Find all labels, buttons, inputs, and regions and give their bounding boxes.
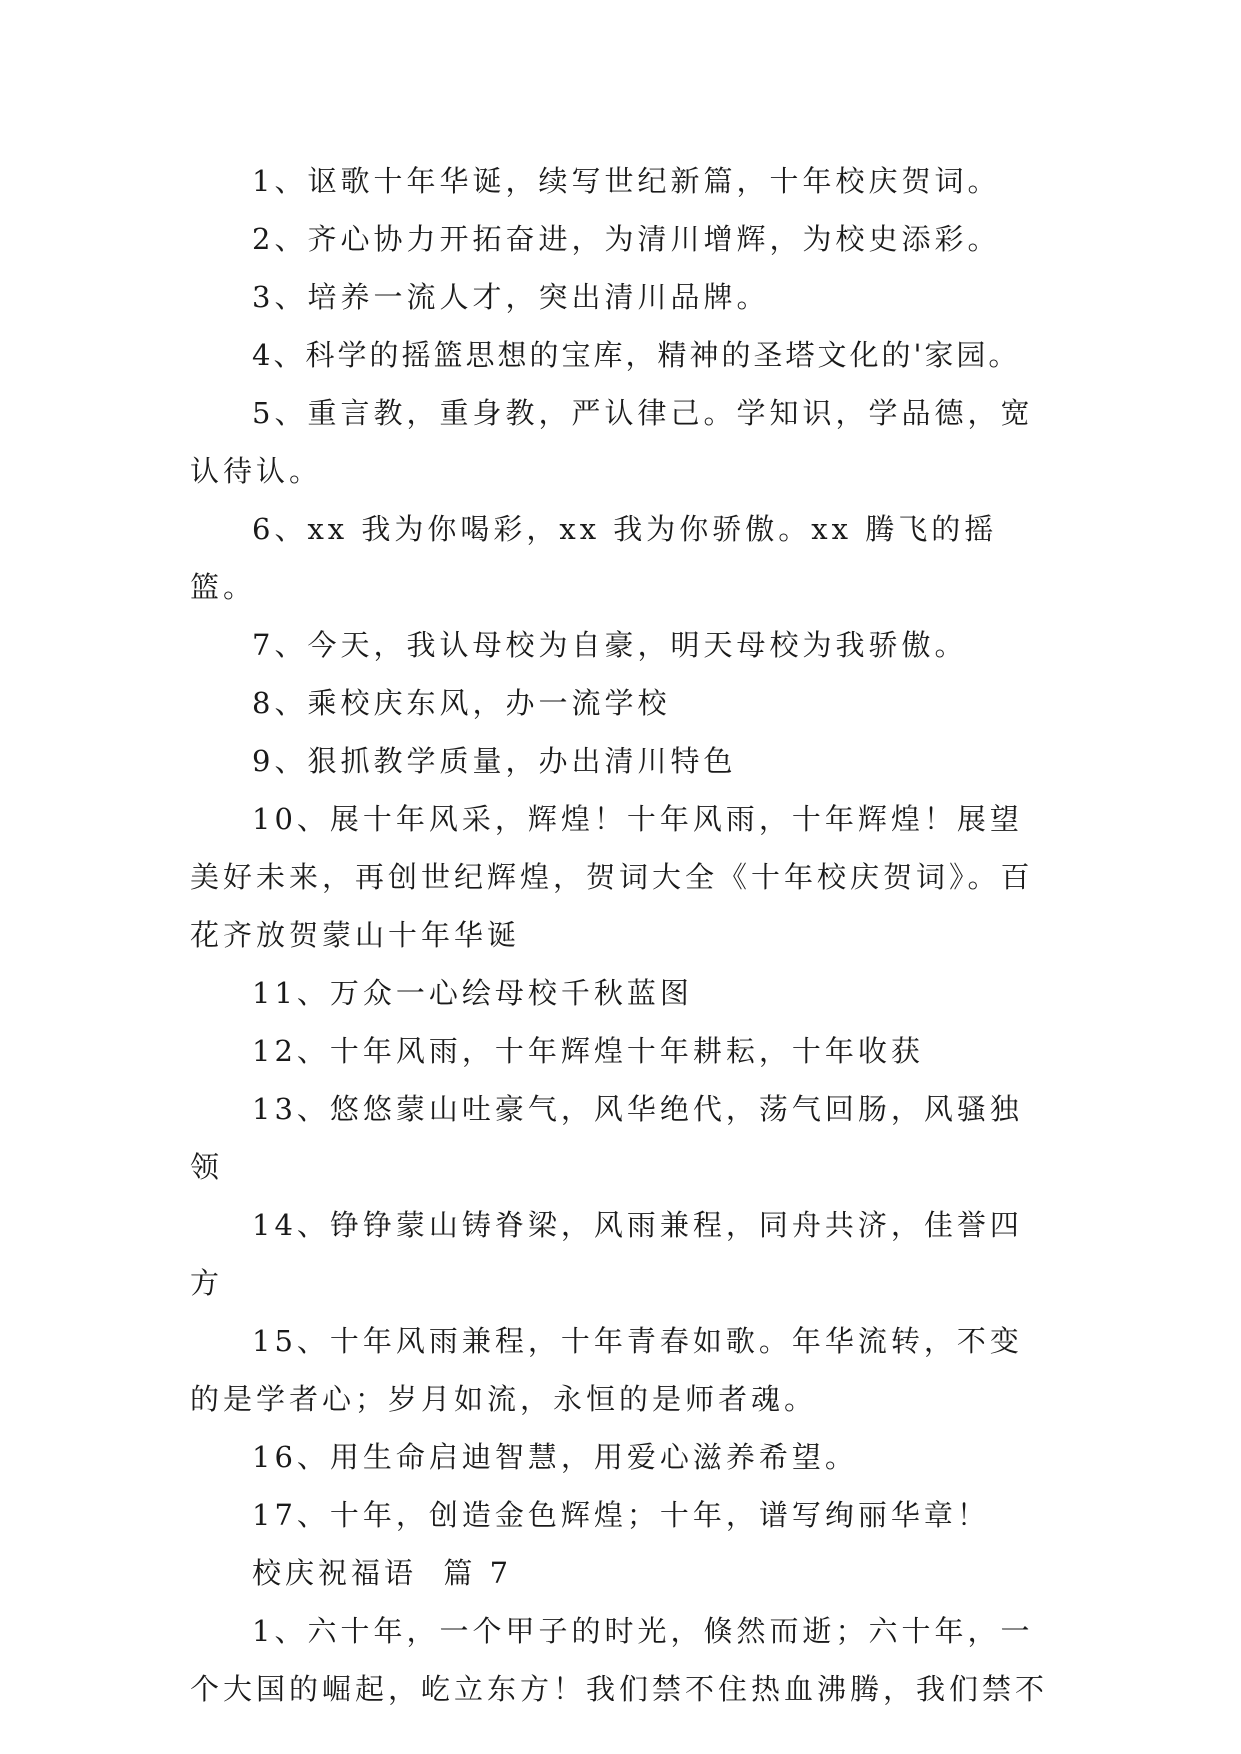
paragraph-6: 6、xx 我为你喝彩，xx 我为你骄傲。xx 腾飞的摇篮。 [190, 512, 998, 604]
paragraph-7: 7、今天，我认母校为自豪，明天母校为我骄傲。 [252, 628, 968, 662]
paragraph-14: 14、铮铮蒙山铸脊梁，风雨兼程，同舟共济，佳誉四方 [190, 1208, 1023, 1300]
paragraph-1: 1、讴歌十年华诞，续写世纪新篇，十年校庆贺词。 [252, 164, 1001, 198]
paragraph-13: 13、悠悠蒙山吐豪气，风华绝代，荡气回肠，风骚独领 [190, 1092, 1023, 1184]
paragraph-15: 15、十年风雨兼程，十年青春如歌。年华流转，不变的是学者心；岁月如流，永恒的是师者魂。 [190, 1324, 1023, 1416]
paragraph-11: 11、万众一心绘母校千秋蓝图 [252, 976, 693, 1010]
paragraph-3: 3、培养一流人才，突出清川品牌。 [252, 280, 770, 314]
section-heading: 校庆祝福语 篇 7 [252, 1556, 513, 1590]
paragraph-8: 8、乘校庆东风，办一流学校 [252, 686, 671, 720]
paragraph-16: 16、用生命启迪智慧，用爱心滋养希望。 [252, 1440, 858, 1474]
paragraph-9: 9、狠抓教学质量，办出清川特色 [252, 744, 737, 778]
document-body [190, 152, 1054, 1718]
paragraph-2: 2、齐心协力开拓奋进，为清川增辉，为校史添彩。 [252, 222, 1001, 256]
section-paragraph-1: 1、六十年，一个甲子的时光，倏然而逝；六十年，一个大国的崛起，屹立东方！我们禁不住热血沸腾，我们禁不 [190, 1614, 1049, 1706]
paragraph-4: 4、科学的摇篮思想的宝库，精神的圣塔文化的'家园。 [252, 338, 1021, 372]
paragraph-12: 12、十年风雨，十年辉煌十年耕耘，十年收获 [252, 1034, 924, 1068]
paragraph-17: 17、十年，创造金色辉煌；十年，谱写绚丽华章！ [252, 1498, 990, 1532]
paragraph-10: 10、展十年风采，辉煌！十年风雨，十年辉煌！展望美好未来，再创世纪辉煌，贺词大全《十年校庆贺词》。百花齐放贺蒙山十年华诞 [190, 802, 1034, 952]
paragraph-5: 5、重言教，重身教，严认律己。学知识，学品德，宽认待认。 [190, 396, 1034, 488]
